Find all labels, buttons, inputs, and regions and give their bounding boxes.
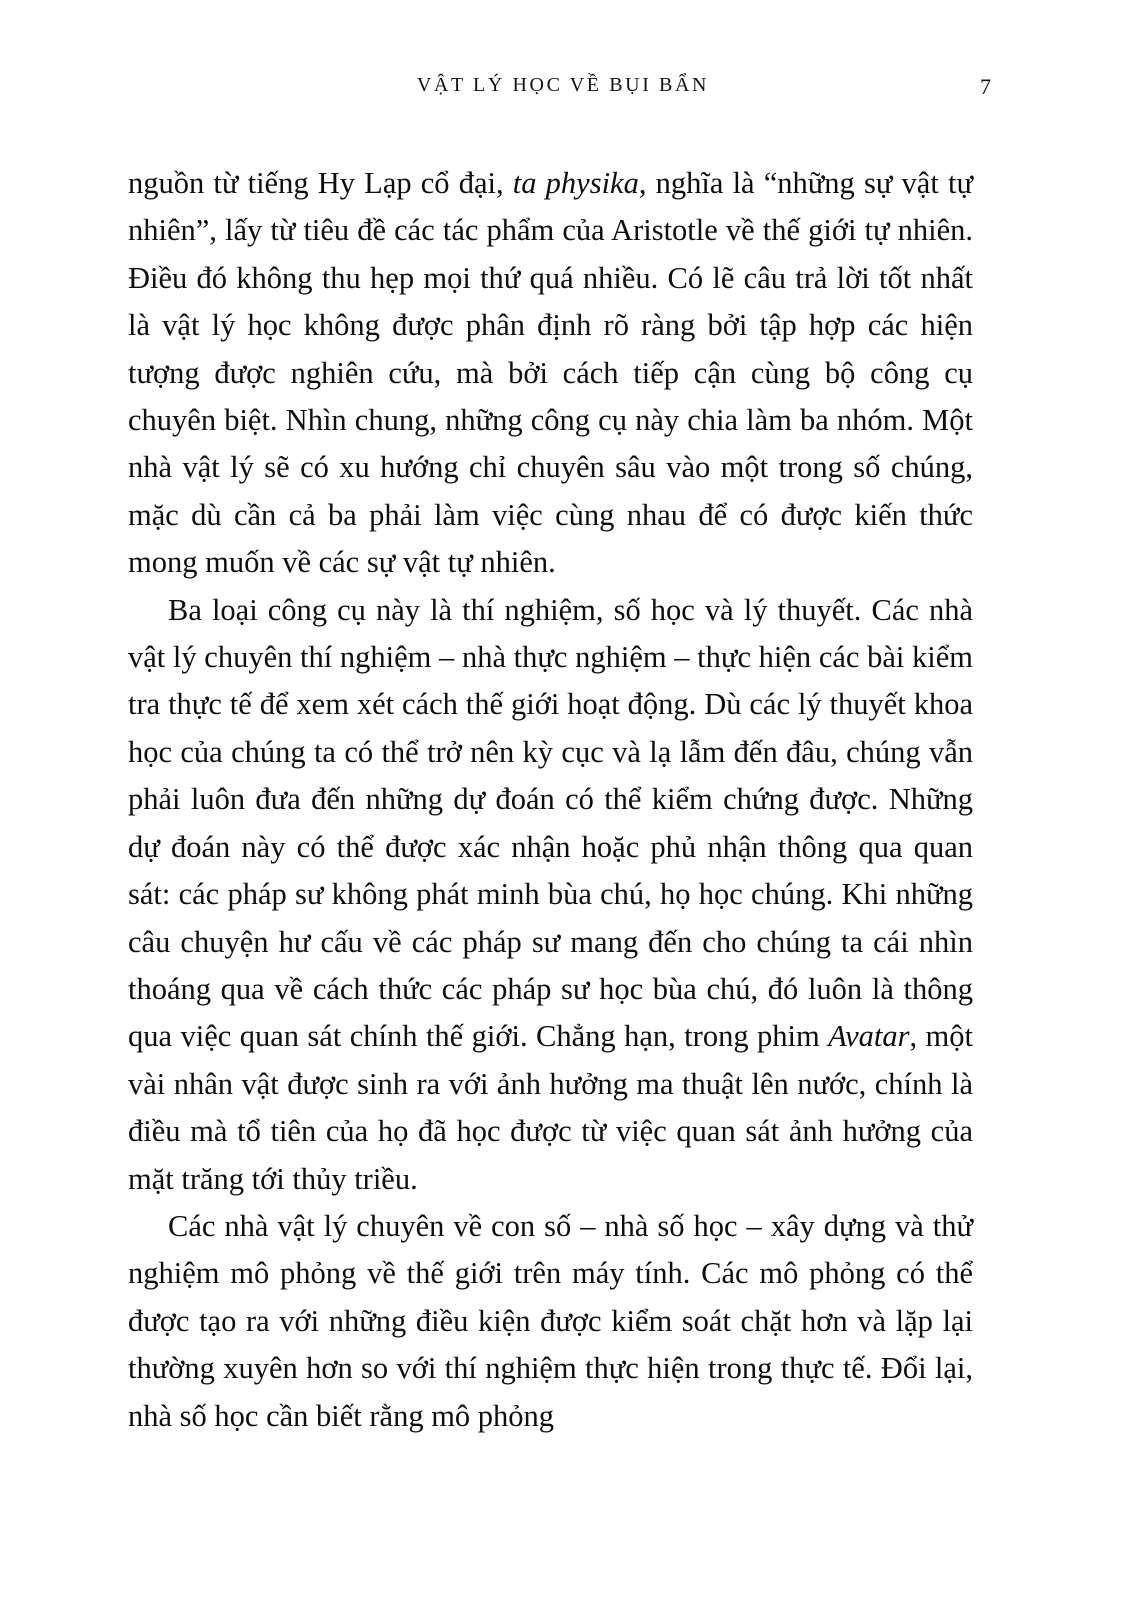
running-head-title: VẬT LÝ HỌC VỀ BỤI BẨN — [416, 74, 710, 96]
paragraph: Ba loại công cụ này là thí nghiệm, số học và lý thuyết. Các nhà vật lý chuyên thí nghiệm – nhà thực nghiệm – thực hiện các bài kiểm tra thực tế để xem xét cách thế giới hoạt động. Dù các lý thuyết khoa học của chúng ta có thể trở nên kỳ cục và lạ lẫm đến đâu, chúng vẫn phải luôn đưa đến những dự đoán có thể kiểm chứng được. Những dự đoán này có thể được xác nhận hoặc phủ nhận thông qua quan sát: các pháp sư không phát minh bùa chú, họ học chúng. Khi những câu chuyện hư cấu về các pháp sư mang đến cho chúng ta cái nhìn thoáng qua về cách thức các pháp sư học bùa chú, đó luôn là thông qua việc quan sát chính thế giới. Chẳng hạn, trong phim Avatar, một vài nhân vật được sinh ra với ảnh hưởng ma thuật lên nước, chính là điều mà tổ tiên của họ đã học được từ việc quan sát ảnh hưởng của mặt trăng tới thủy triều. — [128, 592, 973, 1196]
italic-term: Avatar — [828, 1019, 910, 1054]
paragraph: Các nhà vật lý chuyên về con số – nhà số học – xây dựng và thử nghiệm mô phỏng về thế giới trên máy tính. Các mô phỏng có thể được tạo ra với những điều kiện được kiểm soát chặt hơn và lặp lại thường xuyên hơn so với thí nghiệm thực hiện trong thực tế. Đổi lại, nhà số học cần biết rằng mô phỏng — [128, 1208, 973, 1433]
running-head — [135, 74, 991, 104]
italic-term: ta physika — [512, 166, 639, 200]
page-number: 7 — [980, 74, 991, 99]
body-text — [128, 160, 973, 1440]
paragraph: nguồn từ tiếng Hy Lạp cổ đại, ta physika, nghĩa là “những sự vật tự nhiên”, lấy từ tiêu đề các tác phẩm của Aristotle về thế giới tự nhiên. Điều đó không thu hẹp mọi thứ quá nhiều. Có lẽ câu trả lời tốt nhất là vật lý học không được phân định rõ ràng bởi tập hợp các hiện tượng được nghiên cứu, mà bởi cách tiếp cận cùng bộ công cụ chuyên biệt. Nhìn chung, những công cụ này chia làm ba nhóm. Một nhà vật lý sẽ có xu hướng chỉ chuyên sâu vào một trong số chúng, mặc dù cần cả ba phải làm việc cùng nhau để có được kiến thức mong muốn về các sự vật tự nhiên. — [128, 166, 973, 580]
